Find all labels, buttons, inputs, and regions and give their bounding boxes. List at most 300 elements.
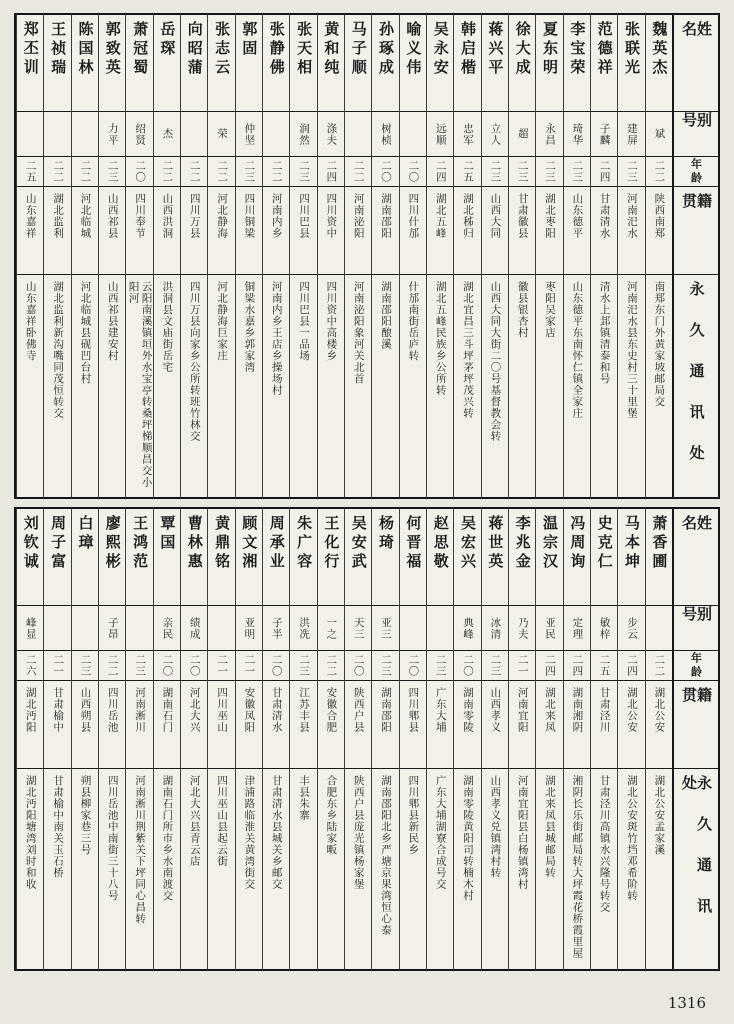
person-name-cell <box>318 509 344 606</box>
person-address: 河南泌阳象河关北首 <box>352 281 365 385</box>
person-column <box>16 15 43 497</box>
person-name-cell <box>564 15 590 112</box>
person-column <box>98 509 125 969</box>
person-native-place-cell <box>345 187 371 275</box>
person-native-place: 陕西户县 <box>352 687 365 733</box>
person-column <box>590 15 617 497</box>
header-address-label: 永久通讯处 <box>687 281 706 486</box>
person-address-cell <box>181 769 207 969</box>
person-age-cell <box>17 651 43 681</box>
person-address: 朔县柳家巷三号 <box>79 775 92 856</box>
person-address-cell <box>509 275 535 497</box>
person-age-cell <box>44 157 70 187</box>
person-address: 四川巫山县起云街 <box>216 775 229 867</box>
person-alias-cell <box>564 112 590 157</box>
person-native-place-cell <box>618 681 644 769</box>
person-name-cell <box>154 15 180 112</box>
person-address-cell <box>564 769 590 969</box>
person-alias-cell <box>44 112 70 157</box>
person-alias-cell <box>236 112 262 157</box>
person-age-cell <box>99 157 125 187</box>
person-age-cell <box>154 157 180 187</box>
person-native-place-cell <box>263 681 289 769</box>
person-address-cell <box>345 275 371 497</box>
person-address: 湖南石门所市乡水南渡交 <box>161 775 174 902</box>
person-column <box>262 15 289 497</box>
person-alias-cell <box>263 112 289 157</box>
person-alias-cell <box>454 606 480 651</box>
person-column <box>371 15 398 497</box>
person-native-place: 山西祁县 <box>106 193 119 239</box>
person-native-place-cell <box>154 681 180 769</box>
person-age: 二二 <box>653 160 666 183</box>
person-native-place-cell <box>99 187 125 275</box>
person-alias-cell <box>72 606 98 651</box>
person-address: 甘肃清水县城关乡邮交 <box>270 775 283 890</box>
person-address-cell <box>126 275 152 497</box>
person-column <box>508 15 535 497</box>
person-native-place-cell <box>236 187 262 275</box>
person-age-cell <box>318 651 344 681</box>
person-name: 徐大成 <box>513 21 532 78</box>
person-age-cell <box>400 651 426 681</box>
person-age-cell <box>99 651 125 681</box>
person-age-cell <box>591 651 617 681</box>
person-address: 湖北来凤县城邮局转 <box>544 775 557 879</box>
person-age: 二三 <box>434 654 447 677</box>
person-name-cell <box>345 509 371 606</box>
person-native-place-cell <box>72 187 98 275</box>
person-column <box>535 15 562 497</box>
person-age: 二三 <box>516 160 529 183</box>
person-age: 二二 <box>106 654 119 677</box>
person-native-place: 四川巴县 <box>298 193 311 239</box>
person-name-cell <box>72 509 98 606</box>
person-address: 河南内乡王店乡操场村 <box>270 281 283 396</box>
directory-table-top <box>14 13 720 499</box>
person-native-place: 湖北监利 <box>52 193 65 239</box>
person-address: 四川巴县一品场 <box>298 281 311 362</box>
person-address: 山西祁县建安村 <box>106 281 119 362</box>
person-alias: 亚民 <box>544 616 557 640</box>
person-native-place: 陕西南郑 <box>653 193 666 239</box>
person-name: 蒋世英 <box>486 515 505 572</box>
person-address-cell <box>646 275 672 497</box>
header-alias-cell <box>674 112 718 157</box>
person-alias: 超 <box>516 128 529 140</box>
person-native-place: 甘肃清水 <box>598 193 611 239</box>
person-address: 湖北沔阳塘湾刘时和收 <box>24 775 37 890</box>
person-name-cell <box>372 509 398 606</box>
person-age: 二四 <box>598 160 611 183</box>
person-age: 二〇 <box>134 160 147 183</box>
person-column <box>180 15 207 497</box>
person-native-place-cell <box>17 187 43 275</box>
person-address-cell <box>400 275 426 497</box>
person-native-place: 湖北秭归 <box>462 193 475 239</box>
person-column <box>262 509 289 969</box>
person-column <box>71 15 98 497</box>
person-address: 广东大埔湖寮合成号交 <box>434 775 447 890</box>
person-age: 二一 <box>52 654 65 677</box>
person-address-cell <box>482 275 508 497</box>
person-alias: 天三 <box>352 616 365 640</box>
person-alias-cell <box>126 112 152 157</box>
person-name-cell <box>564 509 590 606</box>
person-native-place: 安徽凤阳 <box>243 687 256 733</box>
person-name-cell <box>591 15 617 112</box>
person-age: 二四 <box>571 654 584 677</box>
person-alias-cell <box>154 112 180 157</box>
person-native-place-cell <box>482 187 508 275</box>
person-address-cell <box>290 275 316 497</box>
person-address-cell <box>44 275 70 497</box>
person-native-place-cell <box>536 681 562 769</box>
person-alias: 绍贤 <box>134 122 147 146</box>
person-age-cell <box>236 157 262 187</box>
person-name-cell <box>44 509 70 606</box>
person-name: 温宗汉 <box>541 515 560 572</box>
person-alias-cell <box>618 606 644 651</box>
person-native-place: 山西朔县 <box>79 687 92 733</box>
person-age: 二五 <box>462 160 475 183</box>
person-address: 南郑东门外黄家坡邮局交 <box>653 281 666 408</box>
person-name-cell <box>181 509 207 606</box>
header-name-label: 姓名 <box>680 515 713 572</box>
person-age-cell <box>591 157 617 187</box>
person-alias: 绩成 <box>188 616 201 640</box>
header-address-cell <box>674 769 718 969</box>
person-alias: 敏梓 <box>598 616 611 640</box>
person-name: 萧香圃 <box>650 515 669 572</box>
person-name: 张静佛 <box>267 21 286 78</box>
person-alias-cell <box>208 112 234 157</box>
header-name-label: 姓名 <box>680 21 713 78</box>
person-alias: 步云 <box>626 616 638 640</box>
person-column <box>426 15 453 497</box>
person-native-place-cell <box>126 187 152 275</box>
person-native-place-cell <box>236 681 262 769</box>
person-age: 二三 <box>79 654 92 677</box>
person-native-place-cell <box>372 681 398 769</box>
person-native-place-cell <box>44 681 70 769</box>
person-native-place: 河南宜阳 <box>516 687 529 733</box>
header-age-cell <box>674 157 718 187</box>
person-column <box>180 509 207 969</box>
person-age: 二六 <box>24 654 37 677</box>
person-alias-cell <box>536 112 562 157</box>
person-age-cell <box>646 157 672 187</box>
person-address-cell <box>290 769 316 969</box>
person-column <box>508 509 535 969</box>
person-address-cell <box>372 769 398 969</box>
person-column <box>125 509 152 969</box>
person-age-cell <box>427 651 453 681</box>
person-alias: 定理 <box>571 616 584 640</box>
person-alias: 远顺 <box>434 122 447 146</box>
person-name-cell <box>482 15 508 112</box>
person-native-place: 河南淅川 <box>134 687 147 733</box>
person-alias-cell <box>482 112 508 157</box>
person-alias-cell <box>372 112 398 157</box>
person-name-cell <box>72 15 98 112</box>
person-name: 王祯瑞 <box>49 21 68 78</box>
person-native-place-cell <box>427 681 453 769</box>
person-address: 陕西户县庞光镇杨家堡 <box>352 775 365 890</box>
person-native-place: 四川资中 <box>325 193 338 239</box>
person-name-cell <box>618 509 644 606</box>
person-address: 甘肃泾川高镇水兴隆号转交 <box>598 775 611 913</box>
person-name: 李兆金 <box>513 515 532 572</box>
person-name-cell <box>236 509 262 606</box>
person-address-cell <box>536 275 562 497</box>
person-age: 二一 <box>216 654 229 677</box>
person-native-place: 甘肃徽县 <box>516 193 529 239</box>
person-age: 二二 <box>216 160 229 183</box>
person-alias-cell <box>482 606 508 651</box>
person-native-place-cell <box>591 187 617 275</box>
person-alias: 永昌 <box>544 122 557 146</box>
person-native-place-cell <box>400 187 426 275</box>
person-name: 郭致英 <box>103 21 122 78</box>
person-column <box>453 15 480 497</box>
person-name: 黄鼎铭 <box>213 515 232 572</box>
header-age-label: 年龄 <box>689 157 703 186</box>
person-native-place: 河北静海 <box>216 193 229 239</box>
person-native-place: 湖北沔阳 <box>24 687 37 733</box>
person-address-cell <box>591 769 617 969</box>
person-name: 顾文湘 <box>240 515 259 572</box>
person-name: 孙琢成 <box>377 21 396 78</box>
person-age-cell <box>400 157 426 187</box>
person-name-cell <box>509 15 535 112</box>
person-alias-cell <box>345 606 371 651</box>
person-name: 周子富 <box>49 515 68 572</box>
person-column <box>317 509 344 969</box>
person-native-place-cell <box>318 187 344 275</box>
person-alias-cell <box>318 606 344 651</box>
person-age: 二三 <box>489 160 502 183</box>
person-age: 二二 <box>270 160 283 183</box>
person-native-place-cell <box>99 681 125 769</box>
person-column <box>344 15 371 497</box>
page-number: 1316 <box>667 994 706 1012</box>
person-age: 二四 <box>626 654 638 677</box>
person-age: 二三 <box>243 160 256 183</box>
person-age-cell <box>482 157 508 187</box>
person-age-cell <box>618 651 644 681</box>
person-address-cell <box>454 275 480 497</box>
person-address: 湖北监利新沟嘴同茂恒转交 <box>52 281 65 419</box>
person-age-cell <box>509 651 535 681</box>
person-address: 四川资中高楼乡 <box>325 281 338 362</box>
person-column <box>235 509 262 969</box>
person-age: 二五 <box>598 654 611 677</box>
person-native-place: 四川什邡 <box>407 193 420 239</box>
person-native-place: 四川铜梁 <box>243 193 256 239</box>
person-address-cell <box>427 275 453 497</box>
person-address-cell <box>44 769 70 969</box>
person-address-cell <box>154 275 180 497</box>
person-name: 张志云 <box>213 21 232 78</box>
person-age: 二三 <box>106 160 119 183</box>
person-alias-cell <box>564 606 590 651</box>
person-native-place-cell <box>591 681 617 769</box>
person-alias-cell <box>99 112 125 157</box>
person-alias-cell <box>400 606 426 651</box>
person-address-cell <box>536 769 562 969</box>
person-column <box>317 15 344 497</box>
person-address: 枣阳吴家店 <box>544 281 557 339</box>
person-alias: 润然 <box>298 122 311 146</box>
person-alias-cell <box>263 606 289 651</box>
table-gap <box>14 499 720 507</box>
person-alias-cell <box>509 606 535 651</box>
person-column <box>344 509 371 969</box>
person-native-place: 四川岳池 <box>106 687 119 733</box>
person-native-place-cell <box>17 681 43 769</box>
person-address-cell <box>509 769 535 969</box>
person-native-place: 山东嘉祥 <box>24 193 37 239</box>
person-alias: 忠军 <box>462 122 475 146</box>
person-native-place: 湖北来凤 <box>544 687 557 733</box>
person-native-place-cell <box>290 187 316 275</box>
header-native-cell <box>674 681 718 769</box>
person-alias-cell <box>646 112 672 157</box>
person-address: 湖北五峰民族乡公所转 <box>434 281 447 396</box>
person-native-place: 山西洪洞 <box>161 193 174 239</box>
person-address: 湘阴长乐街邮局转大坪霞花桥霞里屋 <box>571 775 584 959</box>
person-name-cell <box>263 15 289 112</box>
person-alias-cell <box>318 112 344 157</box>
person-address: 洪洞县文庙街岳宅 <box>161 281 174 373</box>
person-alias: 亚明 <box>243 616 256 640</box>
person-name-cell <box>236 15 262 112</box>
person-address: 徽县银杏村 <box>516 281 529 339</box>
person-column <box>426 509 453 969</box>
person-address: 湖北公安孟家溪 <box>653 775 666 856</box>
header-native-label: 籍贯 <box>680 193 713 244</box>
person-column <box>563 509 590 969</box>
person-name-cell <box>345 15 371 112</box>
person-address-cell <box>208 275 234 497</box>
person-age-cell <box>427 157 453 187</box>
person-address: 河北静海巨家庄 <box>216 281 229 362</box>
person-address-cell <box>126 769 152 969</box>
person-column <box>153 509 180 969</box>
person-name-cell <box>181 15 207 112</box>
person-alias-cell <box>427 112 453 157</box>
person-name-cell <box>154 509 180 606</box>
person-age-cell <box>345 157 371 187</box>
person-age: 二三 <box>544 160 557 183</box>
person-age: 二二 <box>325 654 338 677</box>
person-age-cell <box>181 157 207 187</box>
person-native-place: 河南汜水 <box>626 193 638 239</box>
person-name: 白璋 <box>76 515 95 553</box>
header-alias-label: 别号 <box>680 112 713 137</box>
person-address: 丰县朱寨 <box>298 775 311 821</box>
person-name-cell <box>208 509 234 606</box>
person-native-place: 四川奉节 <box>134 193 147 239</box>
person-address: 津浦路临淮关黄湾街交 <box>243 775 256 890</box>
person-age: 二三 <box>298 160 311 183</box>
person-address-cell <box>482 769 508 969</box>
person-name: 刘钦诚 <box>21 515 40 572</box>
person-native-place-cell <box>536 187 562 275</box>
person-name: 魏英杰 <box>650 21 669 78</box>
person-name: 马本坤 <box>623 515 641 572</box>
person-address-cell <box>181 275 207 497</box>
header-column-top <box>672 15 718 497</box>
person-name-cell <box>427 509 453 606</box>
person-address-cell <box>154 769 180 969</box>
person-age-cell <box>208 651 234 681</box>
person-column <box>235 15 262 497</box>
person-address-cell <box>400 769 426 969</box>
person-address: 四川岳池中南街三十八号 <box>106 775 119 902</box>
person-alias-cell <box>618 112 644 157</box>
person-name-cell <box>482 509 508 606</box>
person-native-place-cell <box>345 681 371 769</box>
person-name: 曹林惠 <box>185 515 204 572</box>
person-age: 二二 <box>161 160 174 183</box>
person-address-cell <box>454 769 480 969</box>
person-native-place-cell <box>509 187 535 275</box>
person-address: 甘肃榆中南关玉石桥 <box>52 775 65 879</box>
person-address: 河南宜阳县白杨镇湾村 <box>516 775 529 890</box>
person-column <box>153 15 180 497</box>
person-native-place-cell <box>482 681 508 769</box>
person-address: 湖南零陵黄阳司转楠木村 <box>462 775 475 902</box>
person-age-cell <box>72 651 98 681</box>
person-native-place: 河北大兴 <box>188 687 201 733</box>
person-alias-cell <box>181 112 207 157</box>
person-age: 二二 <box>52 160 65 183</box>
person-alias-cell <box>154 606 180 651</box>
person-name: 岳琛 <box>158 21 177 59</box>
person-address-cell <box>427 769 453 969</box>
person-name: 夏东明 <box>541 21 560 78</box>
person-native-place: 山西孝义 <box>489 687 502 733</box>
person-name-cell <box>646 15 672 112</box>
person-name-cell <box>509 509 535 606</box>
person-address-cell <box>564 275 590 497</box>
person-name-cell <box>536 15 562 112</box>
person-name-cell <box>263 509 289 606</box>
person-native-place: 山西大同 <box>489 193 502 239</box>
page-content <box>14 13 720 973</box>
person-native-place-cell <box>427 187 453 275</box>
person-age: 二三 <box>571 160 584 183</box>
person-column <box>399 15 426 497</box>
header-age-label: 年龄 <box>689 651 703 680</box>
person-name: 萧冠蜀 <box>131 21 150 78</box>
person-alias-cell <box>181 606 207 651</box>
person-age-cell <box>454 651 480 681</box>
person-age: 二二 <box>188 160 201 183</box>
person-alias: 斌 <box>653 128 666 140</box>
person-native-place-cell <box>646 681 672 769</box>
person-native-place-cell <box>564 681 590 769</box>
person-name: 冯周询 <box>568 515 587 572</box>
person-age: 二三 <box>298 654 311 677</box>
person-address-cell <box>72 769 98 969</box>
person-age-cell <box>372 157 398 187</box>
person-name: 黄和纯 <box>322 21 341 78</box>
person-native-place: 四川郫县 <box>407 687 420 733</box>
person-age-cell <box>181 651 207 681</box>
